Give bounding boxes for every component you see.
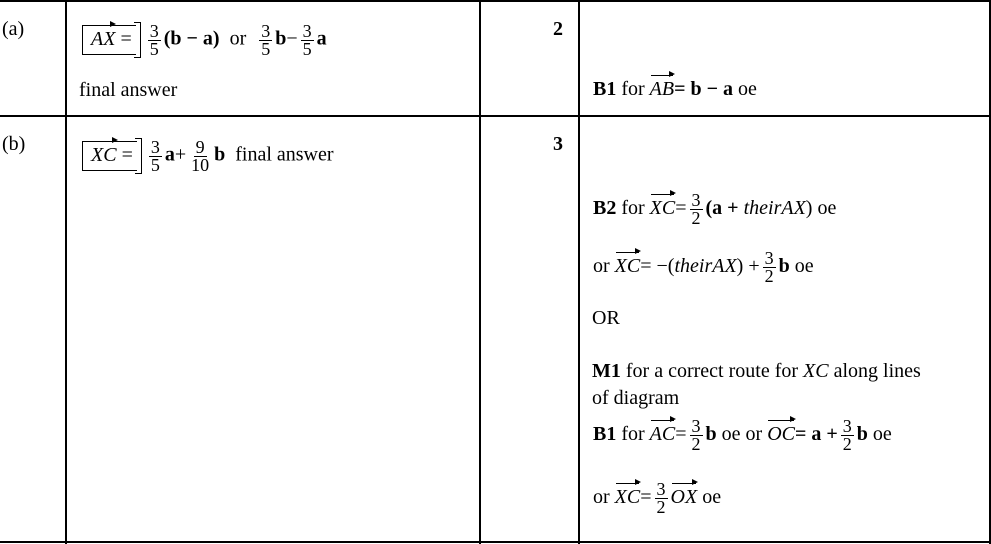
answer-b-expression: XC = $\frac{3}{5}$ a+ $\frac{9}{10}$ b final answer [82,138,334,174]
vector-xc: XC [91,143,117,166]
guidance-b-or: OR [592,307,620,329]
col-divider-2 [479,0,481,544]
vector-ax: AX [91,27,116,50]
table-bottom-border [0,541,991,543]
guidance-b-line1: B2 for XC= $\frac{3}{2}$ (a + theirAX) oe [593,190,837,228]
answer-a-note: final answer [79,79,178,101]
col-divider-3 [578,0,580,544]
guidance-b-line2: or XC= −(theirAX) + $\frac{3}{2}$ b oe [593,248,814,286]
vector-ab: AB [649,78,675,100]
marks-b: 3 [553,133,563,155]
fraction: $\frac{3}{5}$ [149,20,159,59]
table-top-border [0,0,991,2]
guidance-b-line4: B1 for AC= $\frac{3}{2}$ b oe or OC= a + $\frac{3}{2}$ b oe [593,416,892,454]
row-divider [0,115,991,117]
col-divider-1 [65,0,67,544]
guidance-b-line3: M1 for a correct route for XC along lines [592,360,921,382]
part-label-a: (a) [2,18,25,40]
guidance-b-line3b: of diagram [592,387,680,409]
guidance-a: B1 for AB= b − a oe [593,78,757,100]
answer-a-expression: AX = $\frac{3}{5}$ (b − a) or $\frac{3}{5}$ b− $\frac{3}{5}$ a [82,22,327,58]
marks-a: 2 [553,18,563,40]
guidance-b-line5: or XC= $\frac{3}{2}$ OX oe [593,479,722,517]
part-label-b: (b) [2,133,26,155]
